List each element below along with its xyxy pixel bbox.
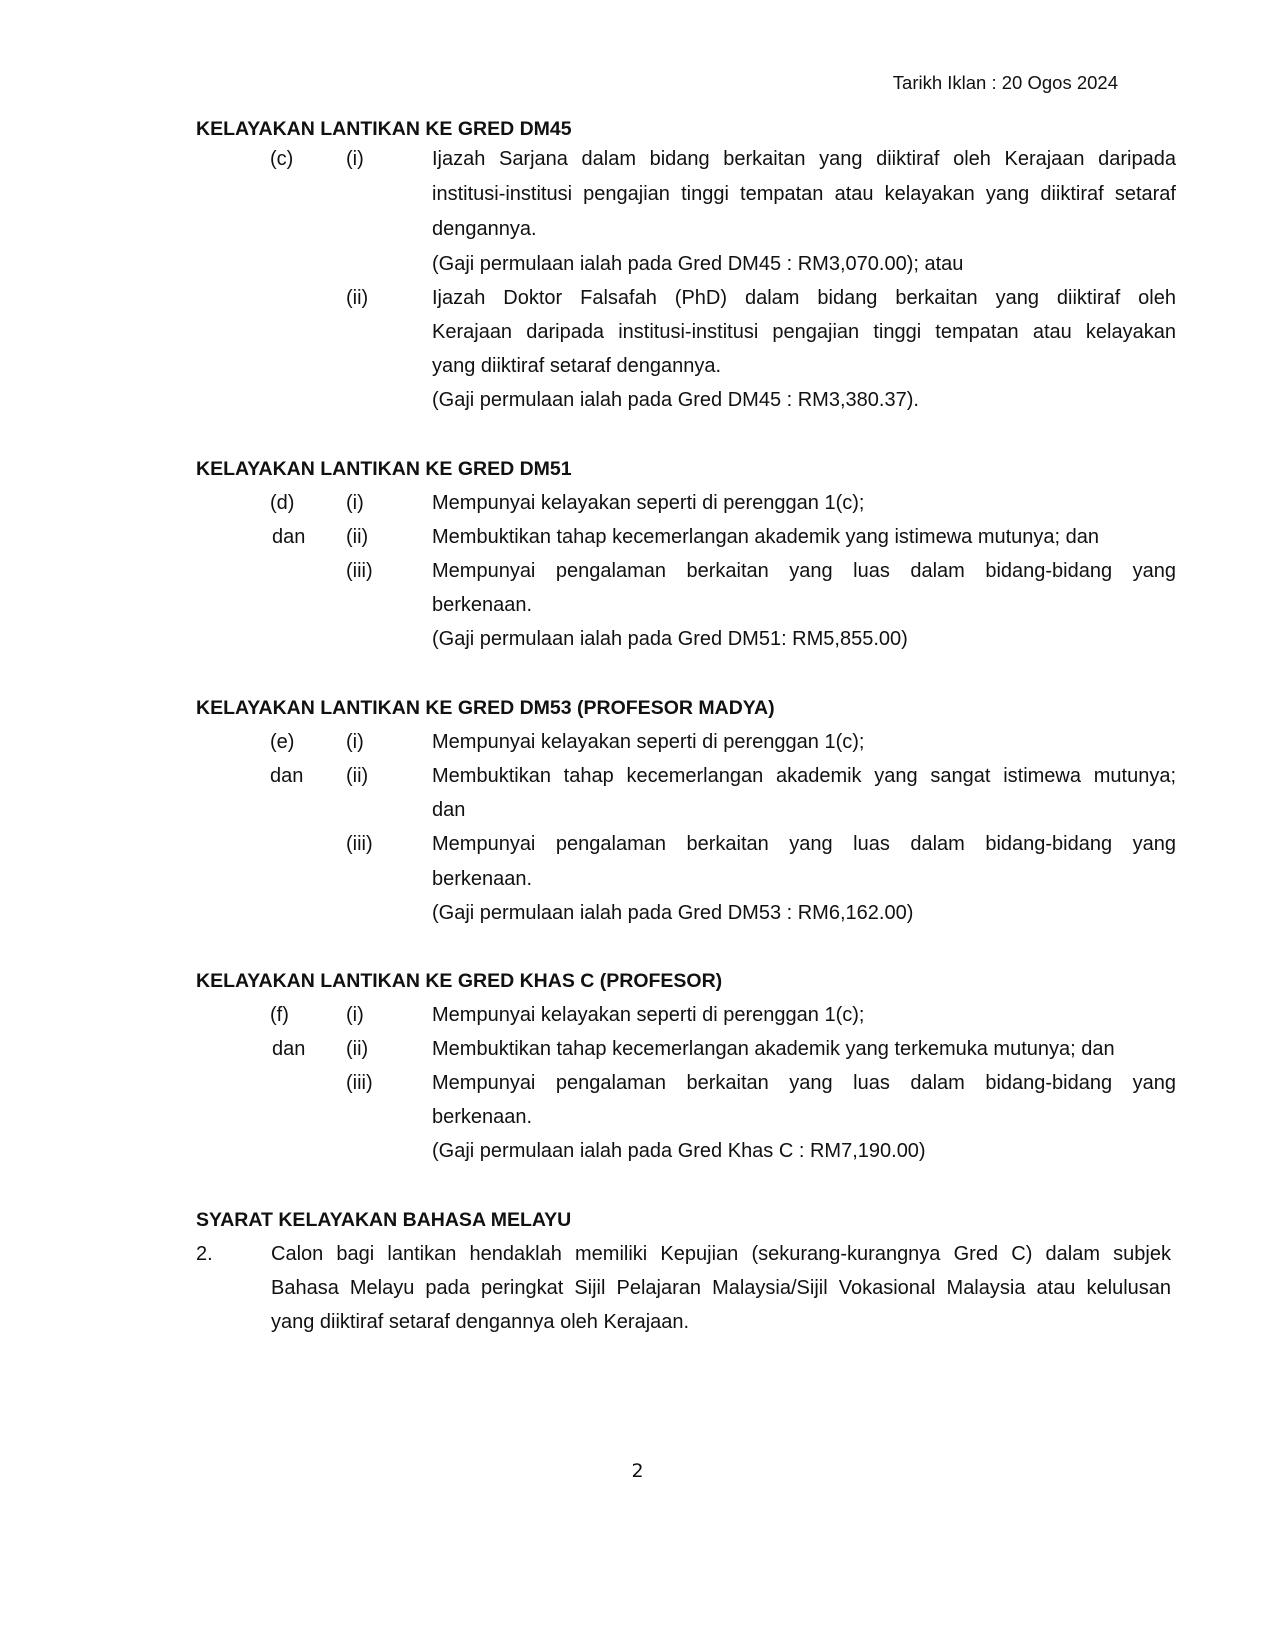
section-title-khas-c: KELAYAKAN LANTIKAN KE GRED KHAS C (PROFESOR) bbox=[196, 970, 723, 992]
item-text: yang diiktiraf setaraf dengannya. bbox=[432, 355, 722, 377]
section-title-dm51: KELAYAKAN LANTIKAN KE GRED DM51 bbox=[196, 458, 572, 480]
paragraph-text: Calon bagi lantikan hendaklah memiliki Kepujian (sekurang-kurangnya Gred C) dalam subjek bbox=[271, 1243, 1171, 1265]
item-text: dengannya. bbox=[432, 218, 537, 240]
paragraph-text: yang diiktiraf setaraf dengannya oleh Kerajaan. bbox=[271, 1311, 690, 1333]
item-text: Ijazah Sarjana dalam bidang berkaitan yang diiktiraf oleh Kerajaan daripada bbox=[432, 148, 1176, 170]
conjunction: dan bbox=[272, 526, 306, 548]
conjunction: dan bbox=[270, 765, 304, 787]
item-text: institusi-institusi pengajian tinggi tempatan atau kelayakan yang diiktiraf setaraf bbox=[432, 183, 1176, 205]
item-text: Ijazah Doktor Falsafah (PhD) dalam bidang berkaitan yang diiktiraf oleh bbox=[432, 287, 1176, 309]
salary-note: (Gaji permulaan ialah pada Gred DM53 : RM6,162.00) bbox=[432, 902, 914, 924]
paragraph-text: Bahasa Melayu pada peringkat Sijil Pelajaran Malaysia/Sijil Vokasional Malaysia atau kelulusan bbox=[271, 1277, 1171, 1299]
salary-note: (Gaji permulaan ialah pada Gred Khas C : RM7,190.00) bbox=[432, 1140, 926, 1162]
item-number: (ii) bbox=[346, 1038, 369, 1060]
item-number: (ii) bbox=[346, 765, 369, 787]
advertisement-date: Tarikh Iklan : 20 Ogos 2024 bbox=[892, 72, 1118, 93]
item-text: Mempunyai kelayakan seperti di perenggan 1(c); bbox=[432, 1004, 865, 1026]
item-number: (iii) bbox=[346, 1072, 373, 1094]
section-dm45-row bbox=[0, 148, 1275, 184]
item-number: (iii) bbox=[346, 560, 373, 582]
section-title-dm45: KELAYAKAN LANTIKAN KE GRED DM45 bbox=[196, 118, 572, 140]
item-number: (iii) bbox=[346, 833, 373, 855]
paragraph-letter: (e) bbox=[270, 731, 295, 753]
item-text: Mempunyai pengalaman berkaitan yang luas dalam bidang-bidang yang bbox=[432, 1072, 1176, 1094]
item-text: Mempunyai pengalaman berkaitan yang luas dalam bidang-bidang yang bbox=[432, 560, 1176, 582]
conjunction: dan bbox=[272, 1038, 306, 1060]
item-number: (ii) bbox=[346, 526, 369, 548]
item-text: Membuktikan tahap kecemerlangan akademik yang sangat istimewa mutunya; bbox=[432, 765, 1176, 787]
page-number: 2 bbox=[631, 1460, 644, 1482]
item-number: (ii) bbox=[346, 287, 369, 309]
section-title-dm53: KELAYAKAN LANTIKAN KE GRED DM53 (PROFESOR MADYA) bbox=[196, 697, 775, 719]
section-title-language: SYARAT KELAYAKAN BAHASA MELAYU bbox=[196, 1209, 572, 1231]
item-text: berkenaan. bbox=[432, 868, 533, 890]
item-text: Mempunyai kelayakan seperti di perenggan 1(c); bbox=[432, 731, 865, 753]
item-text: Mempunyai pengalaman berkaitan yang luas dalam bidang-bidang yang bbox=[432, 833, 1176, 855]
salary-note: (Gaji permulaan ialah pada Gred DM51: RM5,855.00) bbox=[432, 628, 908, 650]
item-text: Membuktikan tahap kecemerlangan akademik yang istimewa mutunya; dan bbox=[432, 526, 1100, 548]
paragraph-letter: (c) bbox=[270, 148, 294, 170]
salary-note: (Gaji permulaan ialah pada Gred DM45 : RM3,380.37). bbox=[432, 389, 919, 411]
salary-note: (Gaji permulaan ialah pada Gred DM45 : RM3,070.00); atau bbox=[432, 253, 964, 275]
paragraph-letter: (d) bbox=[270, 492, 295, 514]
paragraph-number: 2. bbox=[196, 1243, 213, 1265]
item-number: (i) bbox=[346, 731, 364, 753]
item-text: Kerajaan daripada institusi-institusi pengajian tinggi tempatan atau kelayakan bbox=[432, 321, 1176, 343]
item-text: Mempunyai kelayakan seperti di perenggan 1(c); bbox=[432, 492, 865, 514]
item-number: (i) bbox=[346, 148, 364, 170]
item-text: dan bbox=[432, 799, 466, 821]
item-number: (i) bbox=[346, 1004, 364, 1026]
paragraph-letter: (f) bbox=[270, 1004, 289, 1026]
item-number: (i) bbox=[346, 492, 364, 514]
item-text: Membuktikan tahap kecemerlangan akademik yang terkemuka mutunya; dan bbox=[432, 1038, 1115, 1060]
item-text: berkenaan. bbox=[432, 594, 533, 616]
item-text: berkenaan. bbox=[432, 1106, 533, 1128]
